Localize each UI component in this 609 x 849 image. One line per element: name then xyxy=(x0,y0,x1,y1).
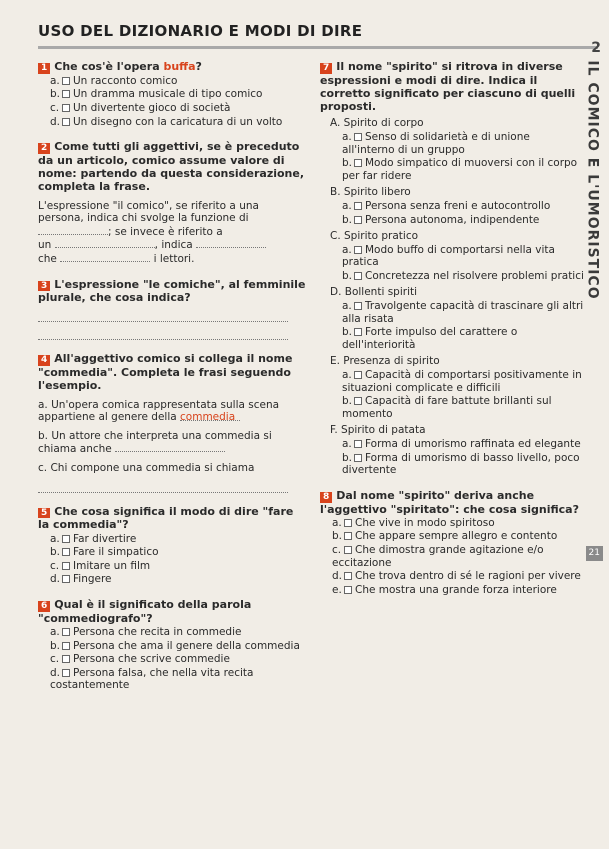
item-c xyxy=(38,462,298,475)
option-e[interactable] xyxy=(320,584,585,597)
option-text: Persona senza freni e autocontrollo xyxy=(365,199,551,212)
option-a[interactable] xyxy=(330,438,585,451)
group-b xyxy=(320,186,585,226)
checkbox[interactable] xyxy=(354,397,362,405)
checkbox[interactable] xyxy=(354,202,362,210)
question-number: 5 xyxy=(38,508,50,519)
question-title: Il nome "spirito" si ritrova in diverse espressioni e modi di dire. Indica il corretto significato per ciascuno di quelli proposti. xyxy=(320,60,576,114)
option-letter: c. xyxy=(50,559,60,572)
option-text: Un dramma musicale di tipo comico xyxy=(73,88,263,101)
option-text: Modo buffo di comportarsi nella vita pratica xyxy=(342,243,555,269)
option-b[interactable] xyxy=(330,452,585,477)
checkbox[interactable] xyxy=(62,104,70,112)
group-label: E. Presenza di spirito xyxy=(330,355,440,368)
option-letter: b. xyxy=(342,451,353,464)
text-segment: L'espressione "il comico", se riferito a una persona, indica chi svolge la funzione di xyxy=(38,199,259,225)
blank-field[interactable] xyxy=(38,225,108,235)
question-number: 6 xyxy=(38,601,50,612)
question-4 xyxy=(38,352,298,492)
option-text: Capacità di fare battute brillanti sul momento xyxy=(342,395,552,420)
option-d[interactable] xyxy=(320,570,585,583)
checkbox[interactable] xyxy=(354,454,362,462)
checkbox[interactable] xyxy=(62,655,70,663)
checkbox[interactable] xyxy=(344,532,352,540)
question-3 xyxy=(38,278,308,341)
option-b[interactable] xyxy=(330,157,585,182)
option-text: Che appare sempre allegro e contento xyxy=(355,530,558,543)
option-letter: d. xyxy=(50,573,61,586)
option-letter: c. xyxy=(332,543,342,556)
blank-field[interactable] xyxy=(196,238,266,248)
question-title-accent: buffa xyxy=(163,60,196,73)
option-text: Che mostra una grande forza interiore xyxy=(355,583,557,596)
option-letter: a. xyxy=(342,243,352,256)
answer-line[interactable] xyxy=(38,310,288,322)
option-letter: b. xyxy=(342,269,353,282)
option-text: Travolgente capacità di trascinare gli altri alla risata xyxy=(342,300,584,325)
option-letter: b. xyxy=(50,639,61,652)
option-letter: b. xyxy=(342,157,353,170)
checkbox[interactable] xyxy=(62,669,70,677)
question-number: 8 xyxy=(320,492,332,503)
left-column xyxy=(38,60,338,704)
checkbox[interactable] xyxy=(62,628,70,636)
option-text: Forma di umorismo di basso livello, poco divertente xyxy=(342,451,580,477)
option-letter: a. xyxy=(342,438,352,451)
option-letter: c. xyxy=(50,653,60,666)
right-column xyxy=(320,60,585,608)
answer-line[interactable] xyxy=(38,481,288,493)
option-b[interactable] xyxy=(320,530,585,543)
option-a[interactable] xyxy=(330,369,585,394)
option-letter: b. xyxy=(50,546,61,559)
option-b[interactable] xyxy=(330,395,585,420)
option-text: Persona che ama il genere della commedia xyxy=(73,639,300,652)
question-8 xyxy=(320,489,585,597)
option-a[interactable] xyxy=(330,200,585,213)
checkbox[interactable] xyxy=(62,562,70,570)
option-letter: a. xyxy=(342,130,352,143)
checkbox[interactable] xyxy=(354,246,362,254)
option-letter: d. xyxy=(50,115,61,128)
checkbox[interactable] xyxy=(354,302,362,310)
option-text: Che trova dentro di sé le ragioni per vivere xyxy=(355,570,581,583)
option-letter: d. xyxy=(332,570,343,583)
item-a xyxy=(38,399,298,424)
checkbox[interactable] xyxy=(354,328,362,336)
option-text: Capacità di comportarsi positivamente in situazioni complicate e difficili xyxy=(342,369,582,394)
question-title: Che cosa significa il modo di dire "fare la commedia"? xyxy=(38,504,294,532)
option-b[interactable] xyxy=(330,214,585,227)
option-a[interactable] xyxy=(330,244,585,269)
option-letter: a. xyxy=(50,74,60,87)
blank-field[interactable] xyxy=(115,442,225,452)
text-segment: un xyxy=(38,239,52,252)
question-title: Che cos'è l'opera xyxy=(54,60,164,73)
option-text: Fingere xyxy=(73,573,112,586)
group-a xyxy=(320,117,585,182)
option-b[interactable] xyxy=(330,270,585,283)
option-text: Persona che scrive commedie xyxy=(73,653,230,666)
header-rule xyxy=(38,46,598,49)
option-letter: a. xyxy=(342,300,352,313)
question-title: All'aggettivo comico si collega il nome "commedia". Completa le frasi seguendo l'esempio. xyxy=(38,352,293,393)
question-number: 1 xyxy=(38,63,50,74)
option-text: Persona che recita in commedie xyxy=(73,625,242,638)
option-letter: b. xyxy=(50,88,61,101)
option-d[interactable] xyxy=(38,116,338,129)
group-e xyxy=(320,355,585,420)
option-c[interactable] xyxy=(38,102,338,115)
question-title: L'espressione "le comiche", al femminile plurale, che cosa indica? xyxy=(38,277,306,305)
option-text: Fare il simpatico xyxy=(73,546,159,559)
option-b[interactable] xyxy=(38,88,338,101)
checkbox[interactable] xyxy=(62,90,70,98)
item-b xyxy=(38,430,298,456)
option-letter: b. xyxy=(342,213,353,226)
option-c[interactable] xyxy=(38,560,308,573)
item-text: Un attore che interpreta una commedia si chiama anche xyxy=(38,429,272,456)
checkbox[interactable] xyxy=(354,272,362,280)
option-text: Forte impulso del carattere o dell'interiorità xyxy=(342,326,518,351)
question-title: Dal nome "spirito" deriva anche l'aggettivo "spiritato": che cosa significa? xyxy=(320,488,579,516)
checkbox[interactable] xyxy=(344,572,352,580)
option-a[interactable] xyxy=(330,131,585,156)
option-letter: e. xyxy=(332,583,342,596)
option-text: Un racconto comico xyxy=(73,74,178,87)
question-number: 2 xyxy=(38,143,50,154)
question-title-end: ? xyxy=(195,60,202,73)
checkbox[interactable] xyxy=(344,586,352,594)
question-number: 7 xyxy=(320,63,332,74)
item-text: Un'opera comica rappresentata sulla scena appartiene al genere della xyxy=(38,398,280,424)
option-letter: a. xyxy=(342,369,352,382)
checkbox[interactable] xyxy=(62,642,70,650)
option-letter: b. xyxy=(332,530,343,543)
item-letter: c. xyxy=(38,462,48,475)
checkbox[interactable] xyxy=(62,77,70,85)
example-answer: commedia xyxy=(180,411,240,421)
checkbox[interactable] xyxy=(62,535,70,543)
checkbox[interactable] xyxy=(344,546,352,554)
option-text: Che vive in modo spiritoso xyxy=(355,516,495,529)
option-text: Che dimostra grande agitazione e/o eccitazione xyxy=(332,543,544,569)
option-a[interactable] xyxy=(330,300,585,325)
group-label: B. Spirito libero xyxy=(330,186,411,199)
option-a[interactable] xyxy=(38,626,308,639)
option-c[interactable] xyxy=(320,544,585,569)
option-text: Persona falsa, che nella vita recita costantemente xyxy=(50,666,254,692)
item-text: Chi compone una commedia si chiama xyxy=(50,462,255,475)
option-text: Modo simpatico di muoversi con il corpo per far ridere xyxy=(342,157,578,182)
checkbox[interactable] xyxy=(354,371,362,379)
option-d[interactable] xyxy=(38,573,308,586)
option-letter: a. xyxy=(50,532,60,545)
checkbox[interactable] xyxy=(62,575,70,583)
fill-paragraph xyxy=(38,200,308,266)
group-d xyxy=(320,286,585,351)
question-number: 3 xyxy=(38,281,50,292)
group-label: F. Spirito di patata xyxy=(330,424,426,437)
checkbox[interactable] xyxy=(354,216,362,224)
page-title: USO DEL DIZIONARIO E MODI DI DIRE xyxy=(38,22,363,40)
page-header xyxy=(38,22,578,49)
question-2 xyxy=(38,140,308,265)
text-segment: , indica xyxy=(154,239,193,252)
page-number-side: 21 xyxy=(586,546,603,561)
page-number-top: 2 xyxy=(591,40,601,56)
option-text: Forma di umorismo raffinata ed elegante xyxy=(365,438,581,451)
option-letter: b. xyxy=(342,326,353,339)
option-letter: a. xyxy=(342,199,352,212)
text-segment: i lettori. xyxy=(153,252,195,265)
blank-field[interactable] xyxy=(55,238,155,248)
question-title: Come tutti gli aggettivi, se è preceduto da un articolo, comico assume valore di nome: partendo da questa considerazione, completa la frase. xyxy=(38,140,305,194)
option-text: Senso di solidarietà e di unione all'interno di un gruppo xyxy=(342,130,530,156)
question-5 xyxy=(38,505,308,586)
option-text: Imitare un film xyxy=(73,559,151,572)
question-1 xyxy=(38,60,338,128)
option-c[interactable] xyxy=(38,653,308,666)
question-7 xyxy=(320,60,585,477)
group-c xyxy=(320,230,585,282)
option-a[interactable] xyxy=(320,517,585,530)
group-label: A. Spirito di corpo xyxy=(330,117,424,130)
question-number: 4 xyxy=(38,355,50,366)
checkbox[interactable] xyxy=(354,133,362,141)
group-label: C. Spirito pratico xyxy=(330,230,419,243)
option-letter: a. xyxy=(50,625,60,638)
option-text: Un disegno con la caricatura di un volto xyxy=(73,115,283,128)
checkbox[interactable] xyxy=(344,519,352,527)
item-letter: a. xyxy=(38,398,48,411)
option-text: Persona autonoma, indipendente xyxy=(365,213,540,226)
option-text: Un divertente gioco di società xyxy=(73,101,231,114)
checkbox[interactable] xyxy=(62,548,70,556)
option-a[interactable] xyxy=(38,533,308,546)
checkbox[interactable] xyxy=(354,159,362,167)
checkbox[interactable] xyxy=(354,440,362,448)
group-label: D. Bollenti spiriti xyxy=(330,286,418,299)
option-letter: a. xyxy=(332,516,342,529)
option-a[interactable] xyxy=(38,75,338,88)
option-b[interactable] xyxy=(38,640,308,653)
option-letter: b. xyxy=(342,395,353,408)
item-letter: b. xyxy=(38,429,49,442)
question-title: Qual è il significato della parola "commediografo"? xyxy=(38,597,252,625)
option-d[interactable] xyxy=(38,667,308,692)
option-text: Far divertire xyxy=(73,532,137,545)
text-segment: che xyxy=(38,252,57,265)
text-segment: ; se invece è riferito a xyxy=(108,225,223,238)
blank-field[interactable] xyxy=(60,252,150,262)
question-6 xyxy=(38,598,308,692)
option-b[interactable] xyxy=(38,546,308,559)
option-text: Concretezza nel risolvere problemi pratici xyxy=(365,269,584,282)
option-letter: c. xyxy=(50,101,60,114)
option-letter: d. xyxy=(50,666,61,679)
group-f xyxy=(320,424,585,476)
side-tab-label: IL COMICO E L'UMORISTICO xyxy=(584,60,601,300)
checkbox[interactable] xyxy=(62,118,70,126)
option-b[interactable] xyxy=(330,326,585,351)
answer-line[interactable] xyxy=(38,328,288,340)
